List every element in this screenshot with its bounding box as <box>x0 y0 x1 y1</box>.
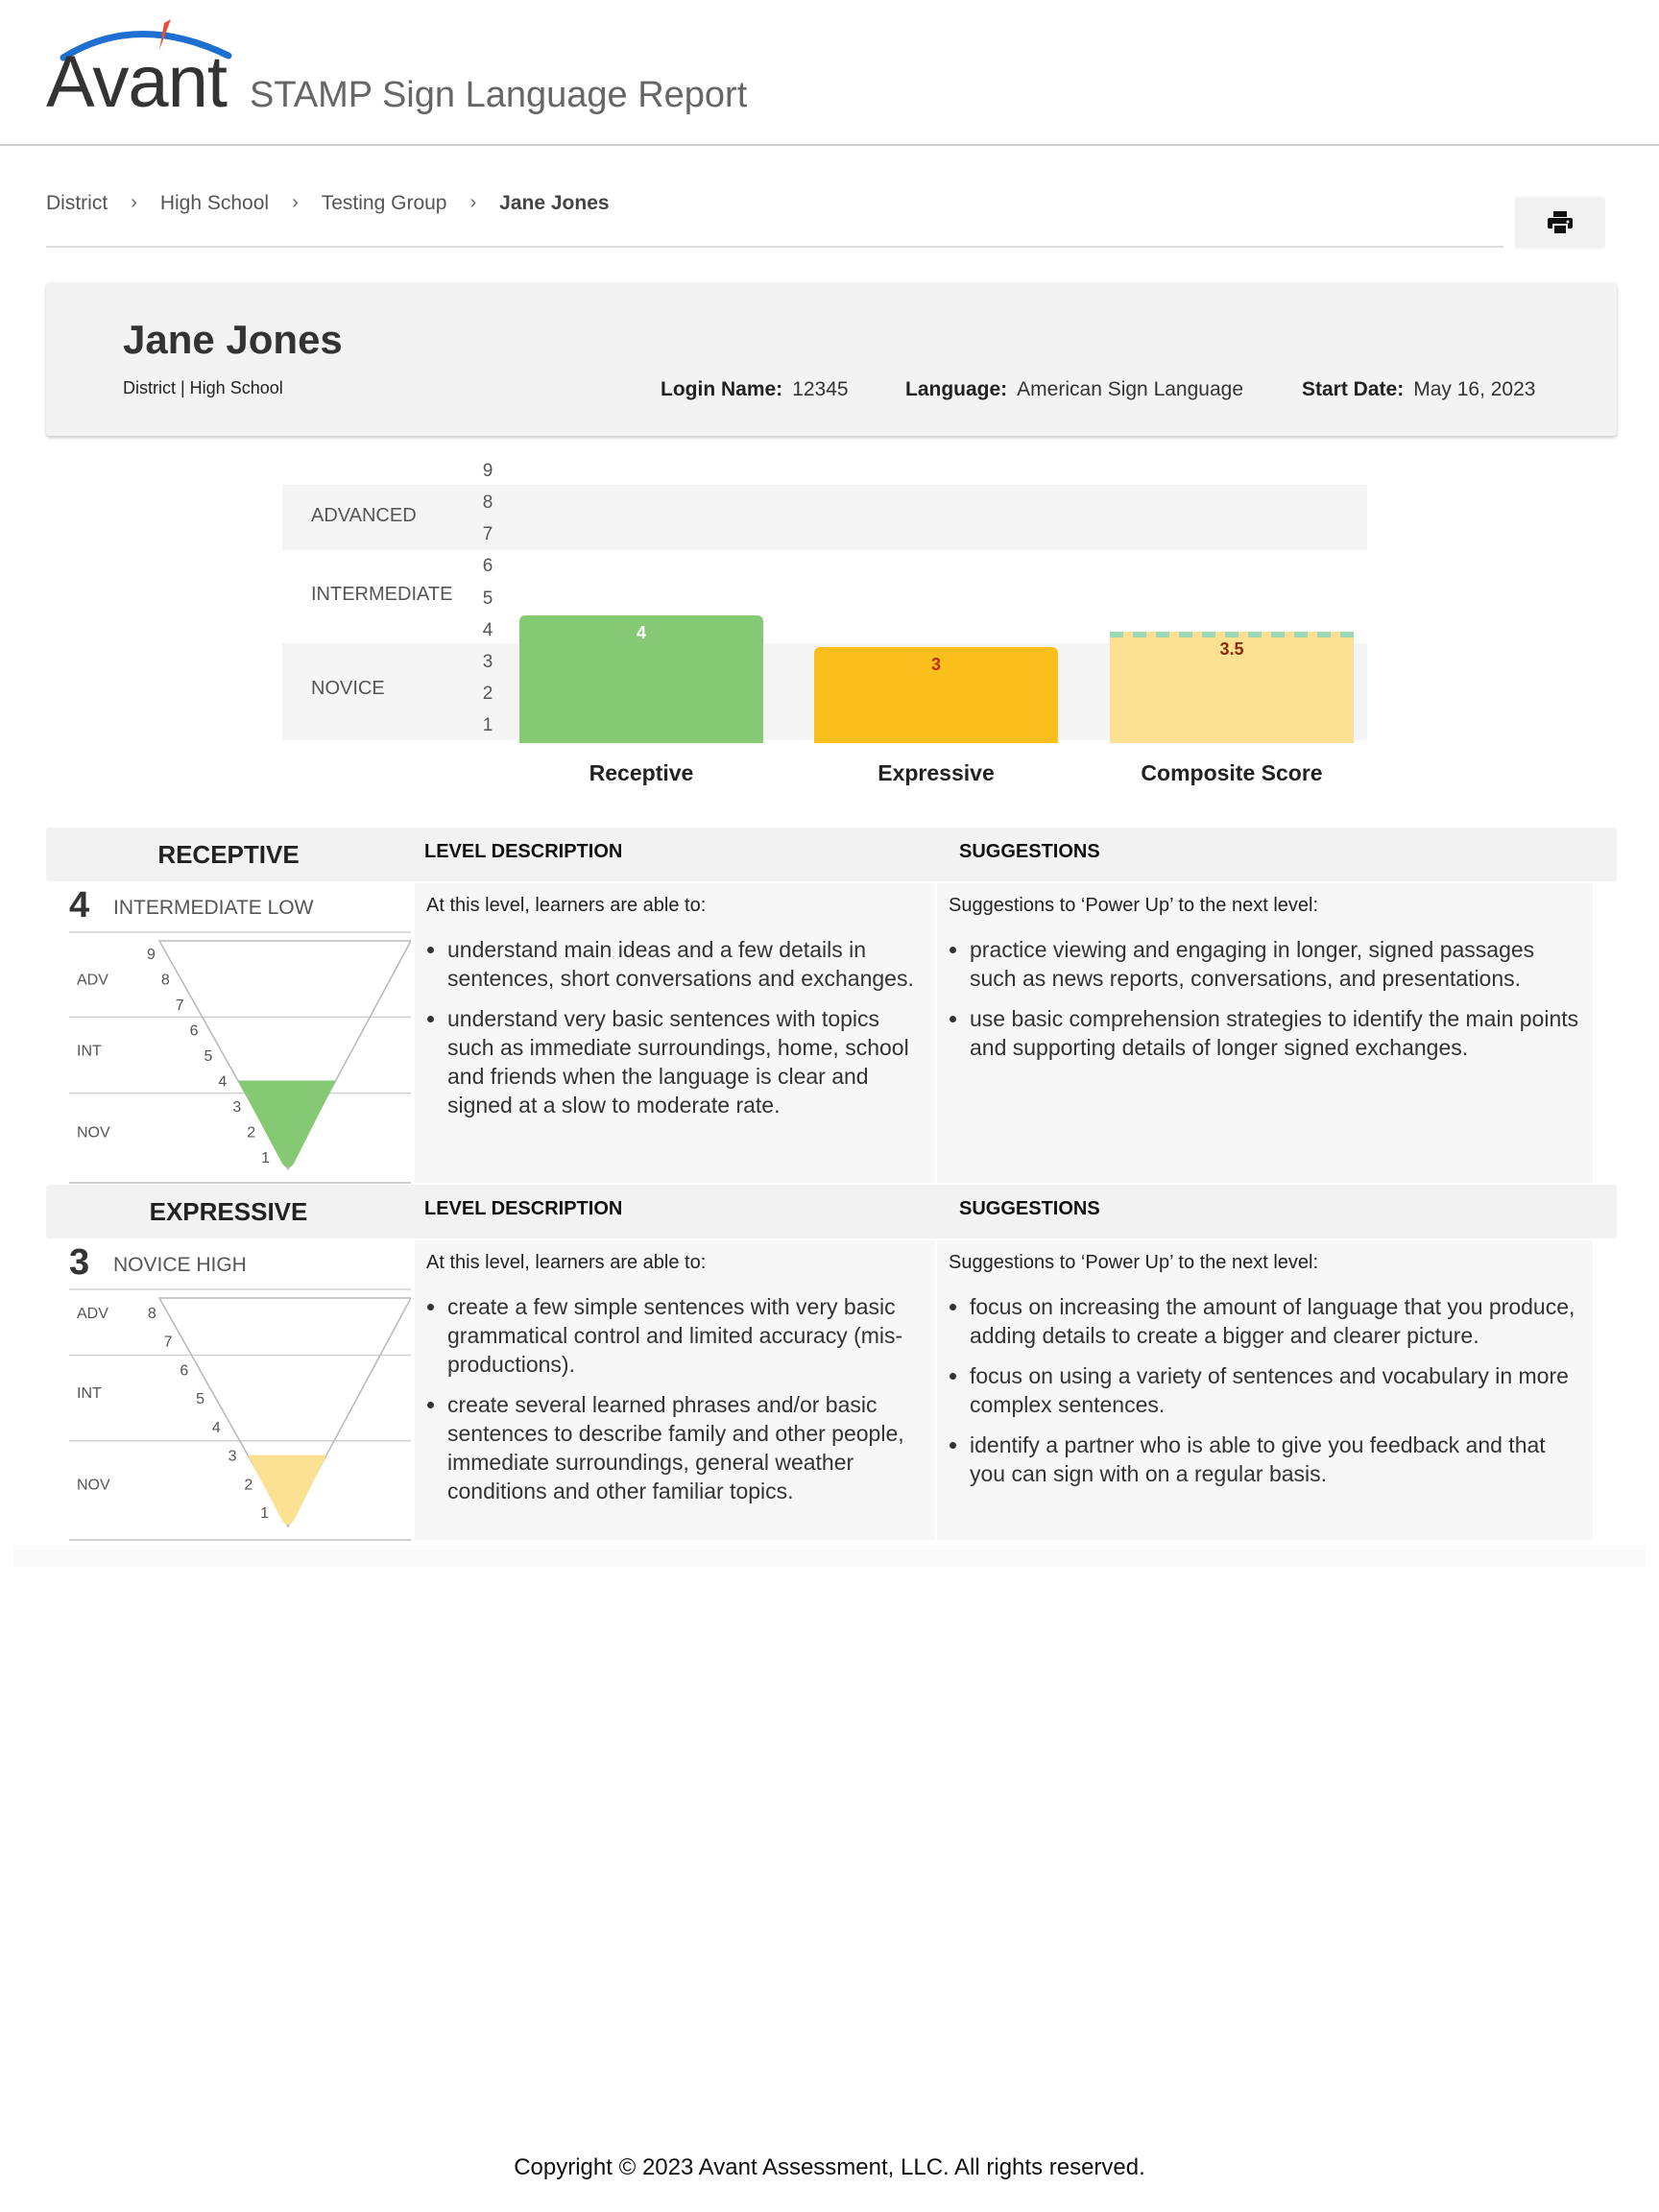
funnel-band-label: INT <box>77 1043 102 1060</box>
expressive-level-number: 3 <box>69 1242 90 1283</box>
report-header <box>0 0 1659 146</box>
funnel-tick-label: 7 <box>175 998 184 1015</box>
chevron-right-icon: › <box>131 192 137 213</box>
breadcrumb-testing-group[interactable]: Testing Group <box>321 192 447 214</box>
report-title: STAMP Sign Language Report <box>250 75 748 115</box>
suggestions-list <box>949 935 1582 1073</box>
bar-composite-score <box>1110 632 1354 743</box>
expressive-level-funnel <box>69 1292 411 1542</box>
description-intro: At this level, learners are able to: <box>426 1252 707 1273</box>
language <box>905 378 1243 401</box>
receptive-level-number: 4 <box>69 885 90 926</box>
funnel-tick-label: 8 <box>147 1305 156 1322</box>
funnel-band-label: NOV <box>77 1124 110 1142</box>
funnel-tick-label: 8 <box>160 972 170 989</box>
level-description-header: LEVEL DESCRIPTION <box>424 841 623 862</box>
expressive-title: EXPRESSIVE <box>149 1197 308 1226</box>
y-tick-label: 4 <box>482 619 493 640</box>
funnel-tick-label: 3 <box>228 1448 237 1465</box>
start-date-value: May 16, 2023 <box>1413 378 1536 400</box>
funnel-band-label: ADV <box>77 1305 108 1322</box>
funnel-tick-label: 9 <box>146 947 156 964</box>
suggestion-item: • practice viewing and engaging in longer, signed passages such as news reports, conversations, and presentations. <box>970 935 1582 993</box>
content-bottom-bar <box>13 1546 1646 1567</box>
y-tick-label: 1 <box>482 715 493 736</box>
funnel-band-label: ADV <box>77 972 108 989</box>
funnel-tick-label: 1 <box>260 1505 270 1523</box>
start-date-label: Start Date: <box>1302 378 1405 400</box>
funnel-band-label: NOV <box>77 1477 110 1494</box>
expressive-header <box>46 1185 1617 1238</box>
funnel-tick-label: 1 <box>261 1149 271 1166</box>
funnel-tick-label: 5 <box>196 1391 205 1408</box>
chart-band-advanced <box>282 485 1367 550</box>
y-tick-label: 9 <box>482 460 493 481</box>
receptive-level-description <box>415 883 935 1183</box>
expressive-level-description <box>415 1240 935 1540</box>
receptive-title: RECEPTIVE <box>157 840 300 869</box>
suggestion-item: • identify a partner who is able to give you feedback and that you can sign with on a regular basis. <box>970 1431 1582 1488</box>
description-item: • understand main ideas and a few details in sentences, short conversations and exchanges. <box>447 935 922 993</box>
student-name: Jane Jones <box>123 317 343 362</box>
student-org: District | High School <box>123 378 283 397</box>
y-tick-label: 8 <box>482 493 493 513</box>
expressive-level-name: NOVICE HIGH <box>113 1254 247 1276</box>
x-category-label: Expressive <box>878 760 995 785</box>
suggestion-item: • focus on using a variety of sentences and vocabulary in more complex sentences. <box>970 1361 1582 1419</box>
breadcrumb-high-school[interactable]: High School <box>159 192 270 214</box>
language-value: American Sign Language <box>1017 378 1244 400</box>
suggestions-list <box>949 1292 1582 1500</box>
bar-expressive <box>814 647 1058 743</box>
description-item: • create a few simple sentences with very basic grammatical control and limited accuracy (mis-productions). <box>447 1292 922 1379</box>
y-tick-label: 5 <box>482 588 493 609</box>
login-name-value: 12345 <box>792 378 849 400</box>
bar-value-label: 3 <box>930 655 941 675</box>
funnel-tick-label: 5 <box>204 1048 213 1065</box>
bar-value-label: 4 <box>636 623 646 643</box>
suggestions-intro: Suggestions to ‘Power Up’ to the next level: <box>949 895 1319 916</box>
breadcrumb-student: Jane Jones <box>499 192 610 214</box>
funnel-tick-label: 3 <box>232 1098 242 1116</box>
level-description-header: LEVEL DESCRIPTION <box>424 1198 623 1219</box>
suggestions-intro: Suggestions to ‘Power Up’ to the next level: <box>949 1252 1319 1273</box>
avant-logo: Avant <box>46 17 238 123</box>
x-category-label: Receptive <box>589 760 694 785</box>
description-list <box>426 1292 922 1517</box>
y-tick-label: 6 <box>482 556 493 577</box>
chevron-right-icon: › <box>469 192 477 213</box>
funnel-tick-label: 6 <box>189 1022 199 1040</box>
print-button[interactable] <box>1515 197 1605 249</box>
breadcrumb <box>46 192 1503 248</box>
band-label-advanced: ADVANCED <box>311 505 417 526</box>
login-name <box>661 378 849 401</box>
receptive-level-funnel <box>69 935 411 1185</box>
suggestions-header: SUGGESTIONS <box>959 1198 1100 1219</box>
receptive-header <box>46 828 1617 881</box>
funnel-tick-label: 4 <box>211 1419 221 1436</box>
copyright: Copyright © 2023 Avant Assessment, LLC. All rights reserved. <box>514 2154 1145 2180</box>
x-category-label: Composite Score <box>1141 760 1323 785</box>
funnel-band-label: INT <box>77 1385 102 1403</box>
proficiency-bar-chart <box>0 461 1659 806</box>
suggestion-item: • focus on increasing the amount of language that you produce, adding details to create a bigger and clearer picture. <box>970 1292 1582 1350</box>
receptive-suggestions <box>937 883 1593 1183</box>
expressive-suggestions <box>937 1240 1593 1540</box>
printer-icon <box>1547 210 1574 235</box>
funnel-tick-label: 7 <box>163 1334 173 1351</box>
breadcrumb-district[interactable]: District <box>46 192 108 214</box>
language-label: Language: <box>905 378 1008 400</box>
funnel-tick-label: 6 <box>180 1362 189 1380</box>
expressive-level <box>69 1240 411 1290</box>
band-label-novice: NOVICE <box>311 678 385 699</box>
student-info-card <box>46 282 1617 436</box>
description-intro: At this level, learners are able to: <box>426 895 707 916</box>
start-date <box>1302 378 1535 401</box>
description-item: • create several learned phrases and/or basic sentences to describe family and other people, immediate surroundings, general weather conditions and other familiar topics. <box>447 1390 922 1505</box>
y-tick-label: 7 <box>482 524 493 545</box>
y-tick-label: 2 <box>482 684 493 705</box>
chevron-right-icon: › <box>292 192 299 213</box>
receptive-level-name: INTERMEDIATE LOW <box>113 897 314 919</box>
description-list <box>426 935 922 1131</box>
receptive-level <box>69 883 411 933</box>
band-label-intermediate: INTERMEDIATE <box>311 584 453 605</box>
y-tick-label: 3 <box>482 652 493 672</box>
login-name-label: Login Name: <box>661 378 783 400</box>
suggestions-header: SUGGESTIONS <box>959 841 1100 862</box>
suggestion-item: • use basic comprehension strategies to identify the main points and supporting details of longer signed exchanges. <box>970 1004 1582 1062</box>
funnel-tick-label: 2 <box>244 1477 253 1494</box>
bar-receptive <box>519 615 763 743</box>
funnel-tick-label: 4 <box>218 1073 228 1091</box>
funnel-tick-label: 2 <box>247 1124 256 1142</box>
bar-value-label: 3.5 <box>1219 638 1244 659</box>
description-item: • understand very basic sentences with topics such as immediate surroundings, home, school and friends when the language is clear and signed at a slow to moderate rate. <box>447 1004 922 1119</box>
